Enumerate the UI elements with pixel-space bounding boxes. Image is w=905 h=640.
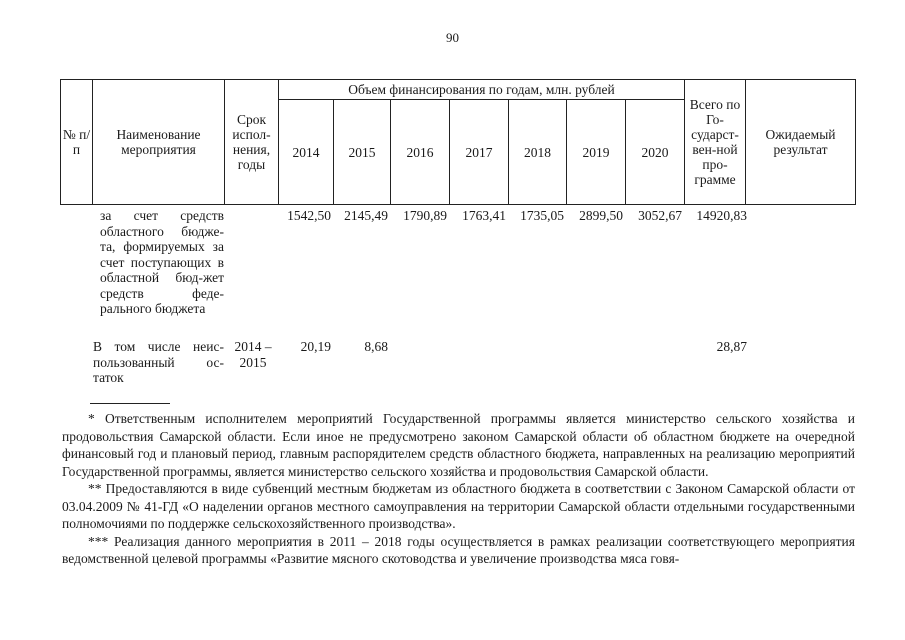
row-name: В том числе неис-пользованный ос-таток	[93, 339, 224, 385]
footnotes	[62, 410, 855, 568]
row-value-2020: 3052,67	[638, 208, 682, 223]
header-year-2014: 2014	[279, 100, 334, 205]
footnote-2: ** Предоставляются в виде субвенций местным бюджетам из областного бюджета в соответствии с Законом Самарской области от 03.04.2009 № 41-ГД «О наделении органов местного самоуправления на территории Самарской области отдельными государственными полномочиями по поддержке сельскохозяйственного производства».	[62, 481, 855, 531]
footnote-3: *** Реализация данного мероприятия в 2011 – 2018 годы осуществляется в рамках реализации соответствующего мероприятия ведомственной целевой программы «Развитие мясного скотоводства и увеличение производства мяса говя-	[62, 533, 855, 566]
header-funding-group: Объем финансирования по годам, млн. рублей	[279, 80, 685, 100]
row-total: 14920,83	[696, 208, 747, 223]
row-value-2018: 1735,05	[520, 208, 564, 223]
row-period: 2014 – 2015	[234, 339, 272, 370]
row-total: 28,87	[716, 339, 747, 354]
row-value-2017: 1763,41	[462, 208, 506, 223]
header-year-2017: 2017	[450, 100, 509, 205]
row-value-2015: 2145,49	[344, 208, 388, 223]
row-name: за счет средств областного бюдже-та, формируемых за счет поступающих в областной бюд-жет средств феде-рального бюджета	[100, 208, 224, 316]
header-year-2020: 2020	[626, 100, 685, 205]
program-table-header	[60, 79, 856, 205]
footnote-separator	[90, 403, 170, 404]
header-result: Ожидаемый результат	[746, 80, 856, 205]
footnote-1: * Ответственным исполнителем мероприятий Государственной программы является министерство сельского хозяйства и продовольствия Самарской области. Если иное не предусмотрено законом Самарской области об областном бюджете на очередной финансовый год и плановый период, главным распорядителем средств областного бюджета, направленных на реализацию мероприятий Государственной программы, является министерство сельского хозяйства и продовольствия Самарской области.	[62, 411, 855, 479]
row-value-2014: 1542,50	[287, 208, 331, 223]
row-value-2014: 20,19	[300, 339, 331, 354]
header-year-2019: 2019	[567, 100, 626, 205]
header-period: Срок испол-нения, годы	[225, 80, 279, 205]
row-value-2015: 8,68	[364, 339, 388, 354]
header-year-2018: 2018	[509, 100, 567, 205]
page-number: 90	[446, 30, 459, 45]
header-year-2015: 2015	[334, 100, 391, 205]
row-value-2019: 2899,50	[579, 208, 623, 223]
header-year-2016: 2016	[391, 100, 450, 205]
row-value-2016: 1790,89	[403, 208, 447, 223]
header-number: № п/п	[61, 80, 93, 205]
header-total: Всего по Го-сударст-вен-ной про-грамме	[685, 80, 746, 205]
header-name: Наименование мероприятия	[93, 80, 225, 205]
